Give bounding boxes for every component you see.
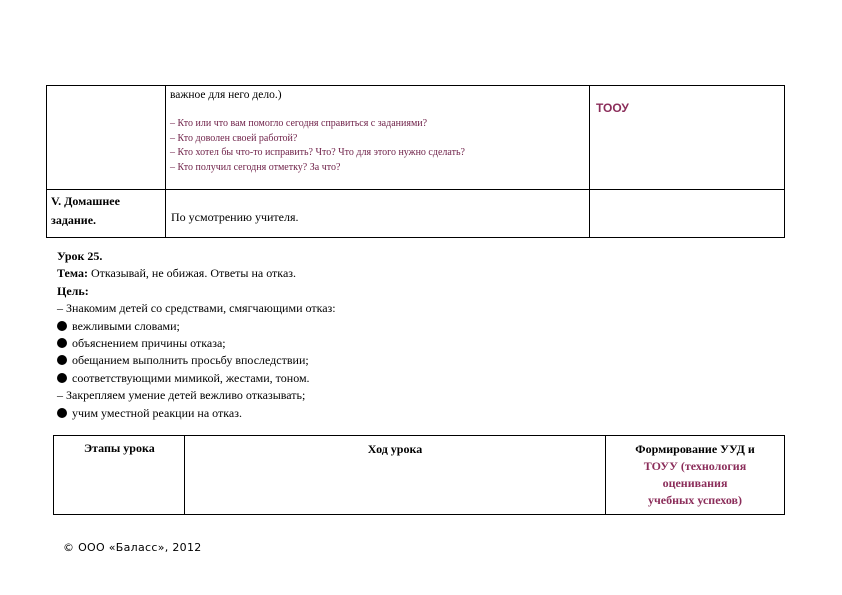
homework-cell [166,190,590,238]
uud-cell-empty [590,190,785,238]
lead-text: важное для него дело.) [170,89,282,101]
lesson-content-cell [166,86,590,190]
question-item: – Кто или что вам помогло сегодня справиться с заданиями? [170,118,428,129]
stage-cell-empty [47,86,166,190]
lesson-description [57,248,336,422]
question-item: – Кто хотел бы что-то исправить? Что? Что для этого нужно сделать? [170,147,465,158]
bullet-icon [57,321,67,331]
copyright-footer: © ООО «Баласс», 2012 [63,541,202,554]
lesson-title: Урок 25. [57,249,103,263]
goal-intro: – Знакомим детей со средствами, смягчающими отказ: [57,301,336,316]
homework-text: По усмотрению учителя. [171,210,299,224]
goal-label: Цель: [57,283,89,298]
table-header-row [54,436,785,515]
table-row [47,190,785,238]
lesson-plan-table-header [53,435,785,515]
lesson-theme: Тема: Отказывай, не обижая. Ответы на отказ. [57,266,297,281]
list-item: обещанием выполнить просьбу впоследствии; [57,352,336,369]
stage-cell [47,190,166,238]
uud-cell [590,86,785,190]
header-stages: Этапы урока [54,436,185,515]
header-lesson-flow: Ход урока [185,436,606,515]
bullet-icon [57,408,67,418]
bullet-icon [57,373,67,383]
bullet-icon [57,338,67,348]
reflection-questions [166,117,589,175]
lesson-plan-table-top [46,85,785,238]
list-item: вежливыми словами; [57,318,336,335]
toou-label: ТООУ [596,101,629,115]
header-uud: Формирование УУД и ТОУУ (технология оценивания учебных успехов) [606,436,785,515]
question-item: – Кто доволен своей работой? [170,132,298,144]
list-item: соответствующими мимикой, жестами, тоном. [57,370,336,387]
stage-title: V. Домашнее задание. [51,194,120,227]
table-row [47,86,785,190]
list-item: объяснением причины отказа; [57,335,336,352]
goal-secondary: – Закрепляем умение детей вежливо отказывать; [57,388,306,403]
list-item: учим уместной реакции на отказ. [57,405,336,422]
bullet-icon [57,355,67,365]
question-item: – Кто получил сегодня отметку? За что? [170,161,341,173]
